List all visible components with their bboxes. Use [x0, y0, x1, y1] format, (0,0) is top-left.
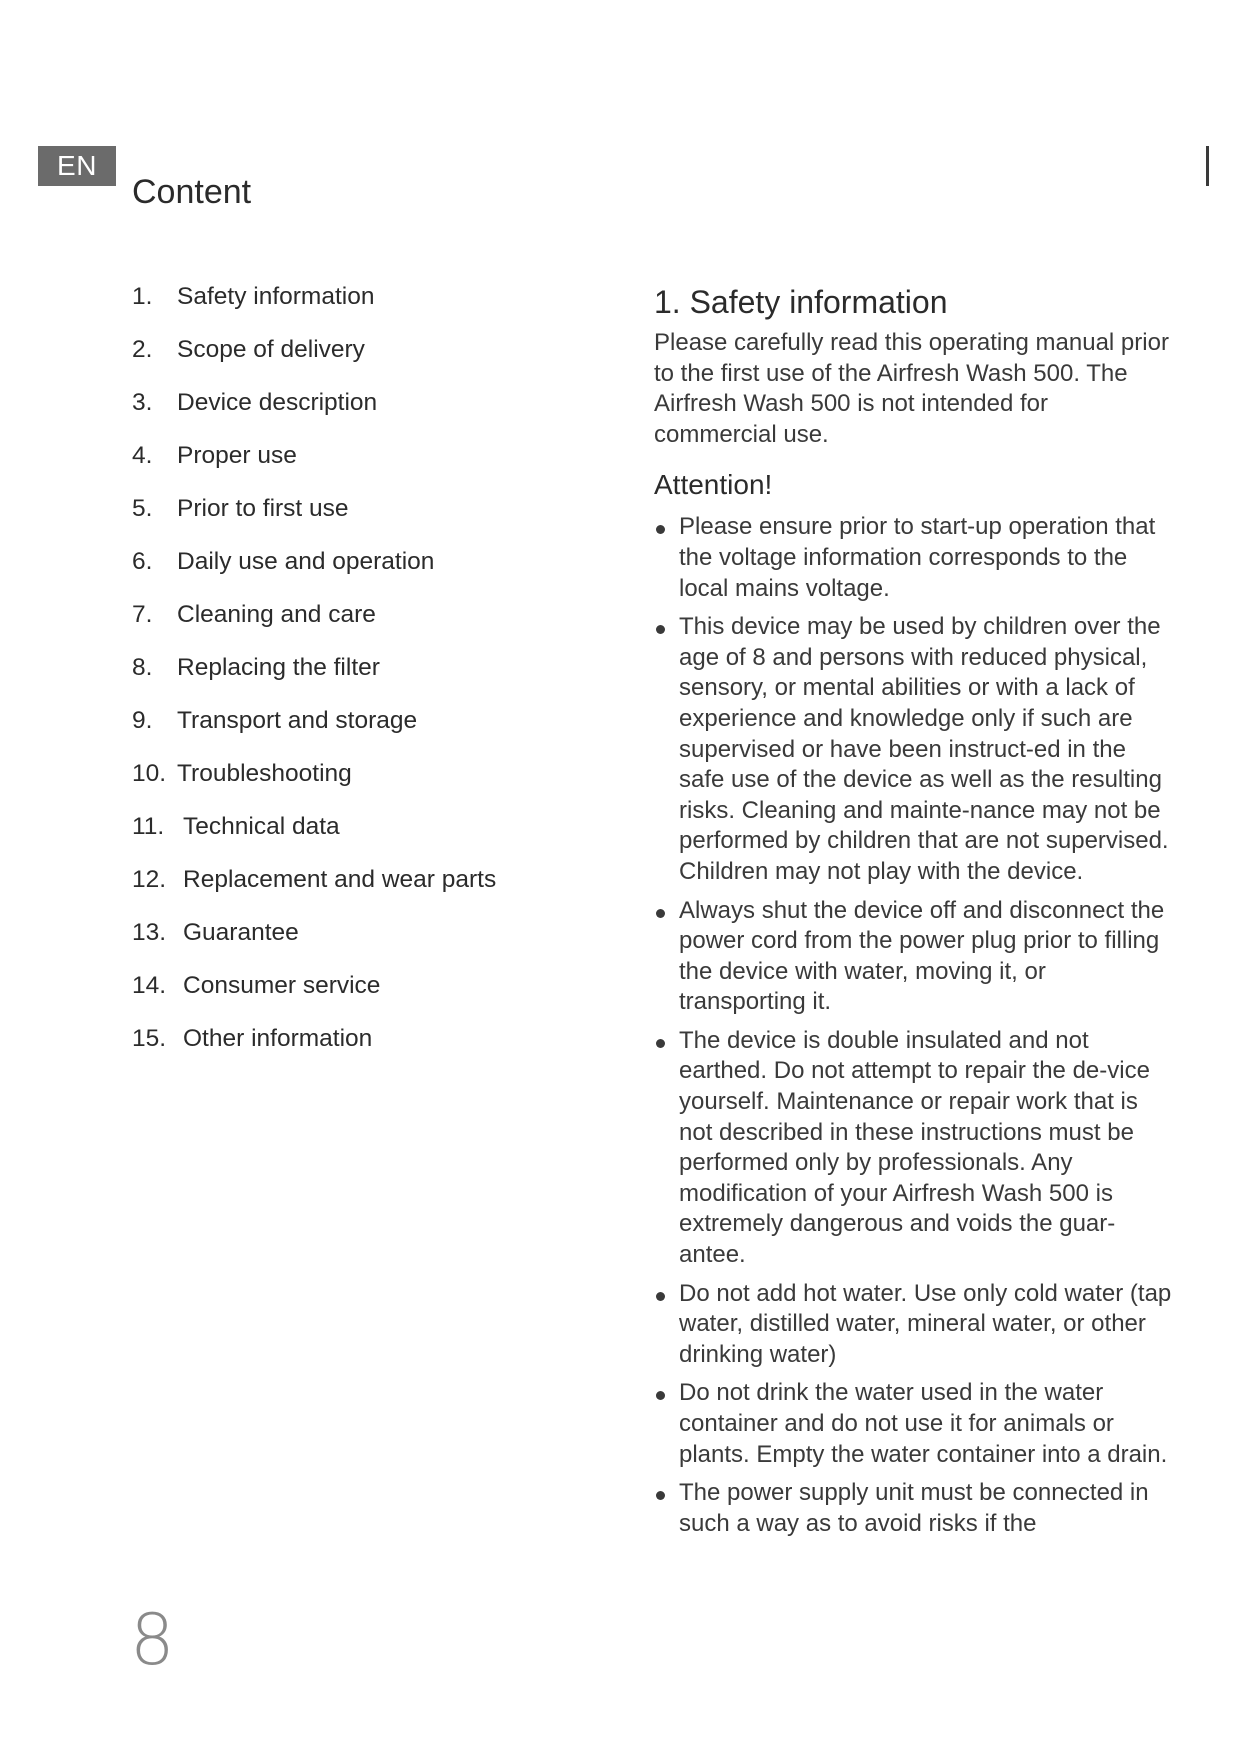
- bullet-dot-icon: [656, 1292, 665, 1301]
- toc-label: Guarantee: [183, 919, 299, 946]
- toc-label: Technical data: [183, 813, 340, 840]
- toc-label: Transport and storage: [177, 707, 418, 734]
- toc-number: 14.: [132, 972, 167, 999]
- toc-number: 13.: [132, 919, 167, 946]
- safety-bullet-text: Do not drink the water used in the water container and do not use it for animals or plants. Empty the water container into a drain.: [679, 1379, 1168, 1468]
- safety-bullet: [654, 1478, 1174, 1539]
- page-edge-mark: [1206, 146, 1209, 186]
- bullet-dot-icon: [656, 1391, 665, 1400]
- intro-paragraph: Please carefully read this operating manual prior to the first use of the Airfresh Wash 500. The Airfresh Wash 500 is not intended for commercial use.: [654, 329, 1169, 448]
- page-number: 8: [130, 1599, 174, 1681]
- page-title: Content: [132, 173, 252, 211]
- language-badge: EN: [38, 146, 116, 186]
- safety-bullet-text: Please ensure prior to start-up operation that the voltage information corresponds to the local mains voltage.: [679, 513, 1156, 602]
- toc-number: 2.: [132, 336, 153, 363]
- toc-number: 5.: [132, 495, 153, 522]
- toc-label: Troubleshooting: [177, 760, 352, 787]
- toc-number: 3.: [132, 389, 153, 416]
- toc-item-consumer-service: [132, 969, 632, 1022]
- safety-bullet-text: This device may be used by children over the age of 8 and persons with reduced physical, sensory, or mental abilities or with a lack of experience and knowledge only if such are supervised or have been instruct-ed in the safe use of the device as well as the resulting risks. Cleaning and mainte-nance may not be performed by children that are not supervised. Children may not play with the device.: [679, 613, 1169, 885]
- toc-item-scope-of-delivery: [132, 333, 632, 386]
- toc-label: Replacing the filter: [177, 654, 380, 681]
- toc-label: Safety information: [177, 283, 375, 310]
- safety-bullet: [654, 1378, 1174, 1470]
- toc-item-troubleshooting: [132, 757, 632, 810]
- toc-item-transport-and-storage: [132, 704, 632, 757]
- toc-number: 6.: [132, 548, 153, 575]
- toc-number: 15.: [132, 1025, 167, 1052]
- toc-label: Device description: [177, 389, 378, 416]
- safety-bullet: [654, 1279, 1174, 1371]
- toc-item-replacement-and-wear-parts: [132, 863, 632, 916]
- bullet-dot-icon: [656, 1039, 665, 1048]
- toc-item-technical-data: [132, 810, 632, 863]
- toc-label: Prior to first use: [177, 495, 349, 522]
- toc-item-prior-to-first-use: [132, 492, 632, 545]
- table-of-contents: [132, 280, 632, 1075]
- toc-number: 9.: [132, 707, 153, 734]
- safety-bullet: [654, 896, 1174, 1018]
- toc-label: Other information: [183, 1025, 373, 1052]
- toc-item-safety-information: [132, 280, 632, 333]
- safety-bullet-text: Always shut the device off and disconnect the power cord from the power plug prior to filling the device with water, moving it, or transporting it.: [679, 896, 1165, 1016]
- toc-label: Consumer service: [183, 972, 381, 999]
- safety-bullet-text: The device is double insulated and not earthed. Do not attempt to repair the de-vice yourself. Maintenance or repair work that is not described in these instructions must be performed only by professionals. Any modification of your Airfresh Wash 500 is extremely dangerous and voids the guar-antee.: [679, 1026, 1150, 1269]
- toc-label: Daily use and operation: [177, 548, 435, 575]
- toc-number: 12.: [132, 866, 167, 893]
- section-heading: 1. Safety information: [654, 284, 948, 320]
- safety-bullet: [654, 612, 1174, 887]
- toc-number: 10.: [132, 760, 167, 787]
- safety-bullet: [654, 512, 1174, 604]
- toc-label: Cleaning and care: [177, 601, 376, 628]
- toc-item-device-description: [132, 386, 632, 439]
- toc-label: Proper use: [177, 442, 297, 469]
- safety-bullet: [654, 1026, 1174, 1271]
- toc-label: Replacement and wear parts: [183, 866, 497, 893]
- safety-information-section: [654, 276, 1174, 1547]
- bullet-dot-icon: [656, 625, 665, 634]
- bullet-dot-icon: [656, 525, 665, 534]
- toc-item-cleaning-and-care: [132, 598, 632, 651]
- bullet-dot-icon: [656, 1491, 665, 1500]
- toc-number: 8.: [132, 654, 153, 681]
- toc-item-other-information: [132, 1022, 632, 1075]
- attention-heading: Attention!: [654, 469, 773, 501]
- toc-number: 11.: [132, 813, 165, 840]
- toc-item-proper-use: [132, 439, 632, 492]
- safety-bullet-list: [654, 512, 1174, 1539]
- toc-label: Scope of delivery: [177, 336, 365, 363]
- safety-bullet-text: Do not add hot water. Use only cold water (tap water, distilled water, mineral water, or other drinking water): [679, 1279, 1172, 1368]
- toc-item-daily-use-and-operation: [132, 545, 632, 598]
- safety-bullet-text: The power supply unit must be connected in such a way as to avoid risks if the: [679, 1479, 1149, 1537]
- toc-item-replacing-the-filter: [132, 651, 632, 704]
- toc-number: 4.: [132, 442, 153, 469]
- toc-number: 1.: [132, 283, 153, 310]
- toc-number: 7.: [132, 601, 153, 628]
- toc-item-guarantee: [132, 916, 632, 969]
- bullet-dot-icon: [656, 909, 665, 918]
